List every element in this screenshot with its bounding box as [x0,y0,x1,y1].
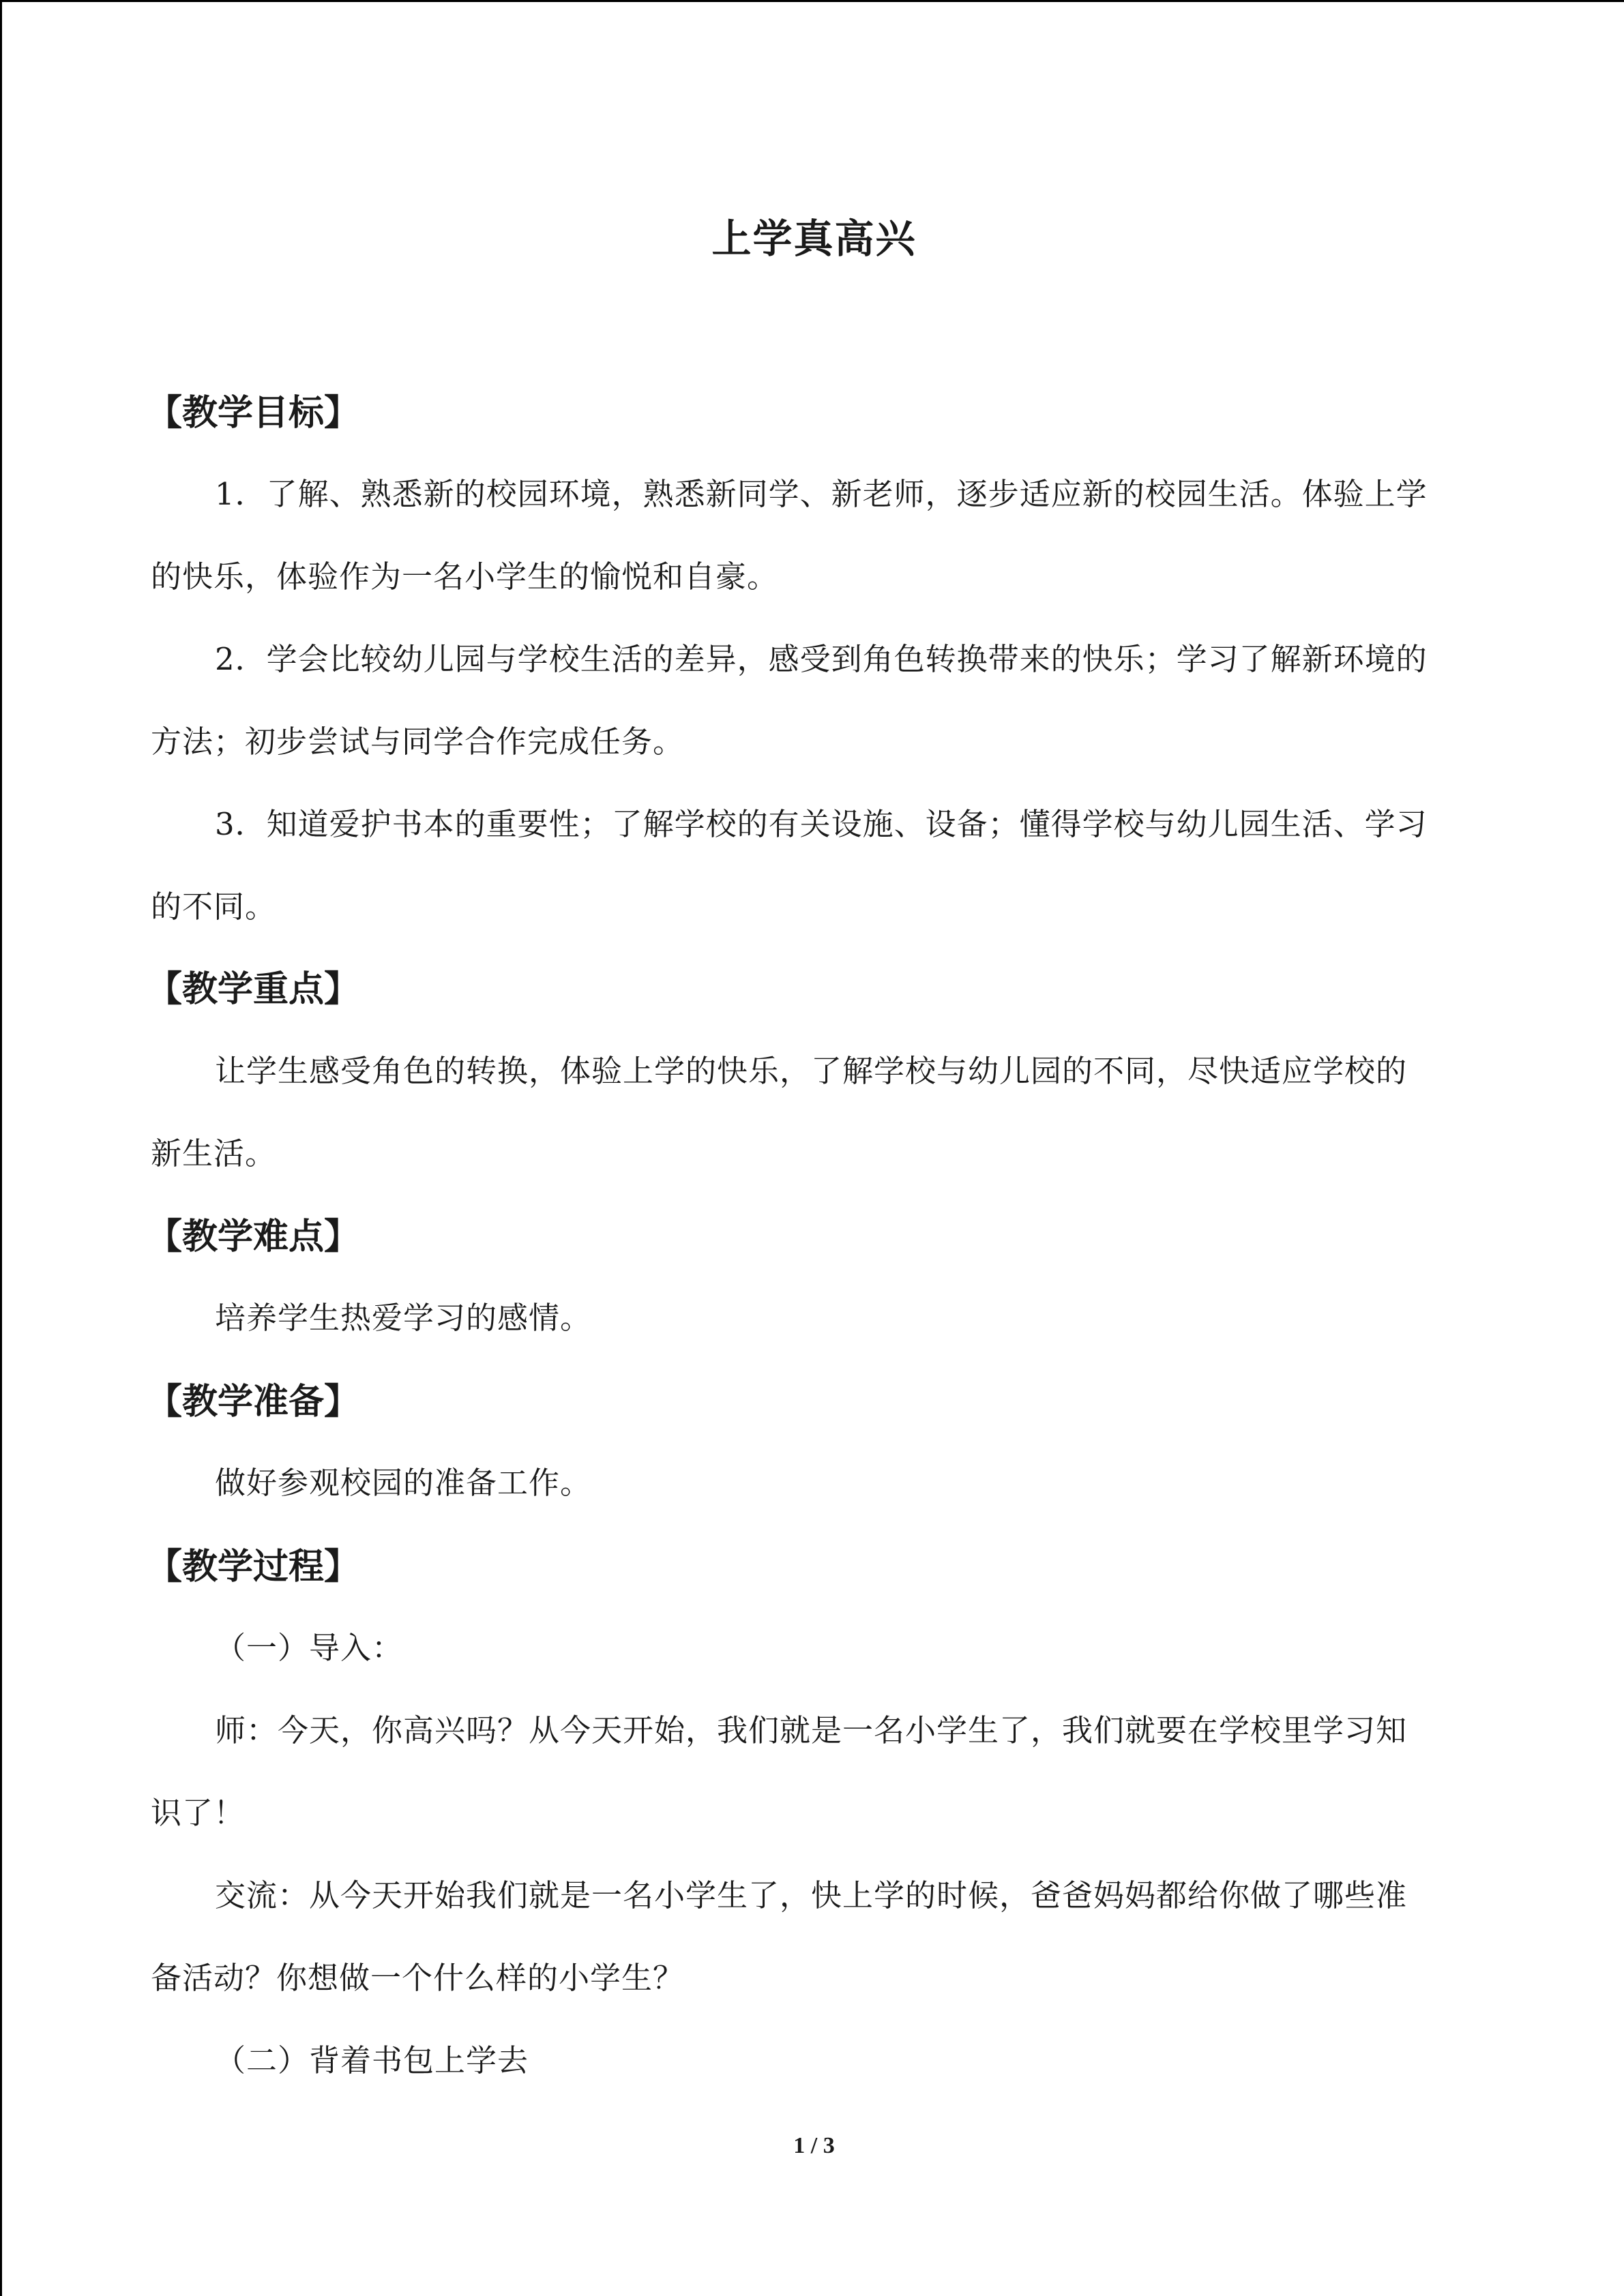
process-step-1: （一）导入： [215,1630,404,1666]
heading-process: 【教学过程】 [147,1546,360,1587]
exchange-line-1: 交流：从今天开始我们就是一名小学生了，快上学的时候，爸爸妈妈都给你做了哪些准 [215,1877,1408,1913]
heading-objectives: 【教学目标】 [147,392,360,434]
document-title: 上学真高兴 [711,215,917,262]
heading-difficulties: 【教学难点】 [147,1216,360,1257]
preparation-line-1: 做好参观校园的准备工作。 [215,1465,592,1501]
key-points-line-1: 让学生感受角色的转换，体验上学的快乐，了解学校与幼儿园的不同，尽快适应学校的 [215,1053,1408,1089]
objective-1-line-2: 的快乐，体验作为一名小学生的愉悦和自豪。 [151,558,779,595]
objective-2-line-2: 方法；初步尝试与同学合作完成任务。 [151,724,685,760]
teacher-line-2: 识了！ [151,1795,246,1831]
objective-2-line-1: 2．学会比较幼儿园与学校生活的差异，感受到角色转换带来的快乐；学习了解新环境的 [215,641,1428,677]
heading-key-points: 【教学重点】 [147,968,360,1010]
difficulties-line-1: 培养学生热爱学习的感情。 [215,1300,592,1336]
objective-1-line-1: 1．了解、熟悉新的校园环境，熟悉新同学、新老师，逐步适应新的校园生活。体验上学 [215,476,1428,512]
exchange-line-2: 备活动？你想做一个什么样的小学生？ [151,1960,685,1996]
process-step-2: （二）背着书包上学去 [215,2042,529,2078]
key-points-line-2: 新生活。 [151,1135,277,1172]
objective-3-line-1: 3．知道爱护书本的重要性；了解学校的有关设施、设备；懂得学校与幼儿园生活、学习 [215,806,1428,842]
objective-3-line-2: 的不同。 [151,889,277,925]
heading-preparation: 【教学准备】 [147,1381,360,1422]
teacher-line-1: 师：今天，你高兴吗？从今天开始，我们就是一名小学生了，我们就要在学校里学习知 [215,1712,1408,1748]
page-number: 1 / 3 [793,2133,835,2158]
